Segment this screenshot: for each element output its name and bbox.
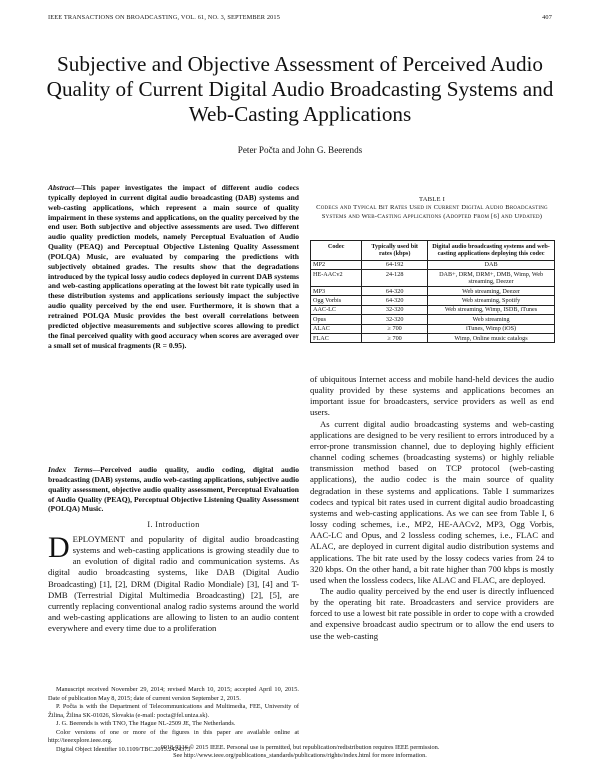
index-terms: [48, 465, 299, 514]
first-word: EPLOYMENT: [72, 534, 125, 544]
abstract-text: —This paper investigates the impact of different audio codecs typically deployed in current digital audio broadcasting (DAB) systems and web-casting applications, which represent a main source of quality impairment in these systems and applications, on the quality perceived by the end user. Both subjective and objective assessments are used. Two different audio quality prediction models, namely Perceptual Evaluation of Audio Quality (PEAQ) and Perceptual Objective Listening Quality Assessment (POLQA) Music, are evaluated by comparing the predictions with subjectively obtained grades. The results show that the degradations introduced by the typical lossy audio codecs deployed in current DAB systems and web-casting applications operating at the lowest bit rate typically used in these distribution systems and applications seriously impact the subjective audio quality perceived by the end user. Furthermore, it is shown that a retrained POLQA Music provides the best overall correlations between predicted objective measurements and subjective scores allowing to predict the final perceived quality with good accuracy when scores are averaged over a small set of musical fragments (R = 0.95).: [48, 183, 299, 350]
table-row: [311, 315, 555, 324]
table-caption: [310, 196, 554, 221]
table-cell: ≥ 700: [362, 324, 428, 333]
table-row: [311, 270, 555, 287]
table-header-row: [311, 241, 555, 261]
table-caption-text: Codecs and Typical Bit Rates Used in Current Digital Audio Broadcasting Systems and Web-Casting Applications (Adopted From [6] and Updated): [316, 204, 548, 220]
table-cell: 32-320: [362, 315, 428, 324]
right-column-body: [310, 374, 554, 642]
table-cell: 24-128: [362, 270, 428, 287]
table-cell: Opus: [311, 315, 362, 324]
table-cell: 64-320: [362, 287, 428, 296]
introduction-text: and popularity of digital audio broadcasting systems and web-casting applications is growing steadily due to an evolution of digital radio and communication systems. As digital audio broadcasting systems, like DAB (Digital Audio Broadcasting) [1], [2], DRM (Digital Radio Mondiale) [3], [4] and T-DMB (Terrestrial Digital Multimedia Broadcasting) [2], [5], are currently replacing conventional analog radio systems around the world and web-casting applications are allowing to listen to an audio content everywhere and every time due to a proliferation: [48, 534, 299, 634]
paper-authors: Peter Počta and John G. Beerends: [237, 145, 363, 155]
table-cell: FLAC: [311, 334, 362, 343]
table-cell: Wimp, Online music catalogs: [428, 334, 555, 343]
table-cell: HE-AACv2: [311, 270, 362, 287]
table-row: [311, 324, 555, 333]
index-terms-text: —Perceived audio quality, audio coding, digital audio broadcasting (DAB) systems, audio web-casting applications, subjective audio quality assessment, objective audio quality assessment, Perceptual Evaluation of Audio Quality (PEAQ), Perceptual Objective Listening Quality Assessment (POLQA) Music.: [48, 465, 299, 514]
table-cell: DAB+, DRM, DRM+, DMB, Wimp, Web streaming, Deezer: [428, 270, 555, 287]
copyright-line: 0018-9316 © 2015 IEEE. Personal use is permitted, but republication/redistribution requires IEEE permission.: [160, 744, 440, 751]
page-number: 407: [542, 14, 552, 21]
section-heading-introduction: I. Introduction: [147, 520, 200, 529]
table-cell: iTunes, Wimp (iOS): [428, 324, 555, 333]
table-cell: 64-192: [362, 260, 428, 269]
table-cell: DAB: [428, 260, 555, 269]
drop-cap: D: [48, 531, 70, 564]
footnote: Manuscript received November 29, 2014; revised March 10, 2015; accepted April 10, 2015. Date of publication May 8, 2015; date of current version September 2, 2015.: [48, 686, 299, 702]
index-terms-label: Index Terms: [48, 465, 93, 474]
paragraph: The audio quality perceived by the end user is directly influenced by the operating bit rate. Broadcasters and service providers are forced to use a lowest bit rate possible in order to cope with a crowded and expensive broadcast audio spectrum or to allow the end users to use the web-casting: [310, 585, 554, 641]
running-header: IEEE TRANSACTIONS ON BROADCASTING, VOL. 61, NO. 3, SEPTEMBER 2015: [48, 14, 281, 21]
table-row: [311, 305, 555, 314]
footnote: P. Počta is with the Department of Telecommunications and Multimedia, FEE, University of Žilina, Žilina SK-01026, Slovakia (e-mail: pocta@fel.uniza.sk).: [48, 703, 299, 719]
footnote: Digital Object Identifier 10.1109/TBC.2015.2424373: [56, 745, 191, 753]
paragraph: As current digital audio broadcasting systems and web-casting applications are designed to be very resilient to errors introduced by a error-prone transmission channel, due to deploying highly efficient channel coding schemes (broadcasting systems) or highly reliable transmission method based on TCP protocol (web-casting applications), the audio codec is the main source of quality degradation in these systems and applications. Table I summarizes codecs and typical bit rates used in current digital audio broadcasting systems and web-casting applications. As we can see from Table I, 6 lossy coding schemes, i.e., MP2, HE-AACv2, MP3, Ogg Vorbis, AAC-LC and Opus, and 2 lossless coding schemes, i.e., FLAC and ALAC, are deployed in current digital audio distribution systems and applications. The bit rate used by the lossy codecs varies from 24 to 320 kbps. On the other hand, a bit rate higher than 700 kbps is mostly used when the lossless codecs, like ALAC and FLAC, are deployed.: [310, 418, 554, 585]
footnote: Color versions of one or more of the figures in this paper are available online at http://ieeexplore.ieee.org.: [48, 728, 299, 744]
table-row: [311, 334, 555, 343]
paper-title: Subjective and Objective Assessment of Perceived Audio Quality of Current Digital Audio Broadcasting Systems and Web-Casting Applications: [46, 52, 554, 126]
abstract: [48, 183, 299, 350]
table-cell: 32-320: [362, 305, 428, 314]
footnote: J. G. Beerends is with TNO, The Hague NL-2509 JE, The Netherlands.: [56, 720, 236, 727]
table-cell: Web streaming, Spotify: [428, 296, 555, 305]
table-header-cell: Digital audio broadcasting systems and web-casting applications deploying this codec: [428, 241, 555, 261]
table-cell: Web streaming, Deezer: [428, 287, 555, 296]
paragraph: of ubiquitous Internet access and mobile hand-held devices the audio quality provided by these systems and applications becomes an important issue for broadcasters, service providers as well as end users.: [310, 374, 554, 418]
table-row: [311, 260, 555, 269]
rights-link-line: See http://www.ieee.org/publications_standards/publications/rights/index.html for more information.: [173, 752, 427, 760]
table-header-cell: Typically used bit rates (kbps): [362, 241, 428, 261]
table-number: TABLE I: [419, 196, 445, 203]
table-row: [311, 296, 555, 305]
copyright-notice: [40, 744, 560, 761]
table-cell: MP2: [311, 260, 362, 269]
table-header-cell: Codec: [311, 241, 362, 261]
table-cell: Ogg Vorbis: [311, 296, 362, 305]
table-cell: Web streaming, Wimp, ISDB, iTunes: [428, 305, 555, 314]
codecs-table: [310, 240, 555, 343]
table-cell: Web streaming: [428, 315, 555, 324]
table-cell: 64-320: [362, 296, 428, 305]
introduction-body: [48, 531, 299, 634]
table-cell: AAC-LC: [311, 305, 362, 314]
table-cell: MP3: [311, 287, 362, 296]
table-row: [311, 287, 555, 296]
abstract-label: Abstract: [48, 183, 74, 192]
table-cell: ≥ 700: [362, 334, 428, 343]
table-cell: ALAC: [311, 324, 362, 333]
